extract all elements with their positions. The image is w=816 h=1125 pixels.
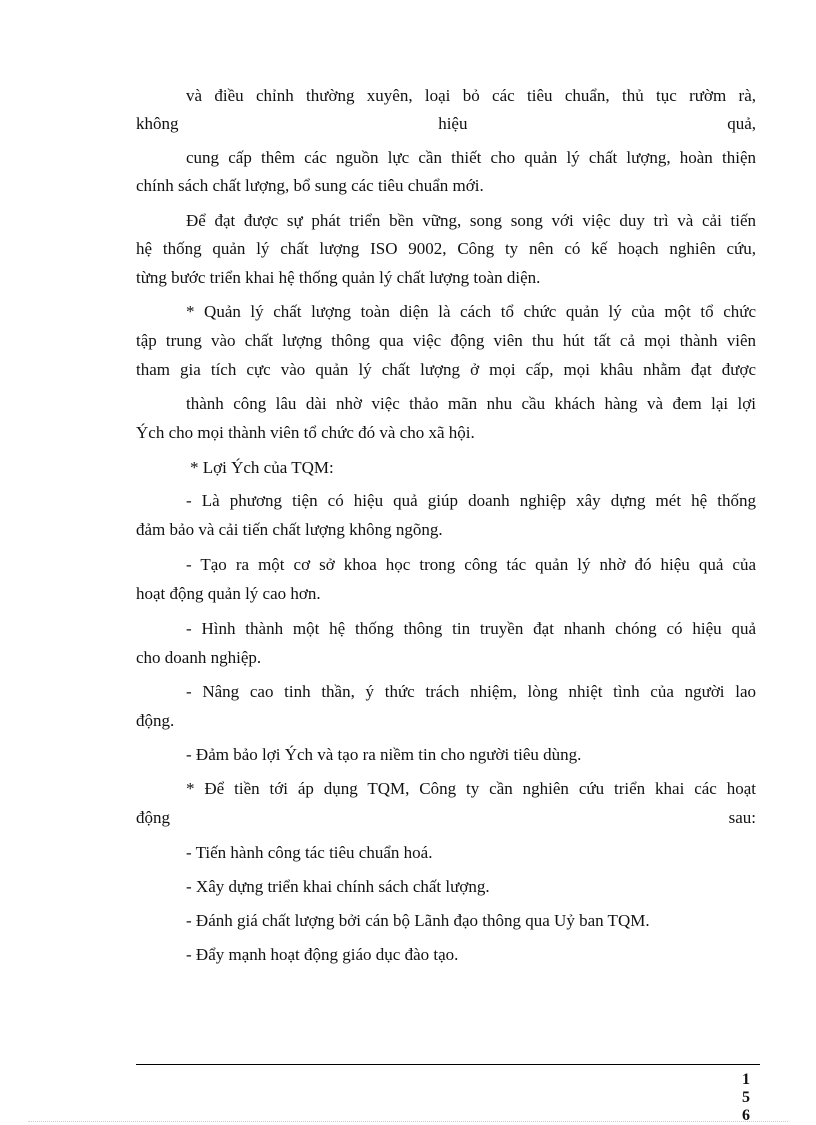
text-line: * Để tiền tới áp dụng TQM, Công ty cần nghiên cứu triển khai các hoạt	[186, 779, 756, 798]
text-line: Để đạt được sự phát triển bền vững, song song với việc duy trì và cải tiến	[186, 211, 756, 230]
text-line: - Hình thành một hệ thống thông tin truyền đạt nhanh chóng có hiệu quả	[186, 619, 756, 638]
text-line: và điều chỉnh thường xuyên, loại bỏ các tiêu chuẩn, thủ tục rườm rà,	[186, 86, 756, 105]
text-line: * Lợi Ých của TQM:	[190, 458, 334, 477]
text-line: - Đảm bảo lợi Ých và tạo ra niềm tin cho người tiêu dùng.	[186, 745, 582, 764]
text-line: - Nâng cao tinh thần, ý thức trách nhiệm, lòng nhiệt tình của người lao	[186, 682, 756, 701]
text-line: thành công lâu dài nhờ việc thảo mãn nhu cầu khách hàng và đem lại lợi	[186, 394, 756, 413]
text-line: - Là phương tiện có hiệu quả giúp doanh nghiệp xây dựng mét hệ thống	[186, 491, 756, 510]
text-line: hoạt động quản lý cao hơn.	[136, 584, 321, 603]
text-line: tham gia tích cực vào quản lý chất lượng ở mọi cấp, mọi khâu nhằm đạt được	[136, 360, 756, 379]
text-line: Ých cho mọi thành viên tổ chức đó và cho xã hội.	[136, 423, 475, 442]
text-line: chính sách chất lượng, bổ sung các tiêu chuẩn mới.	[136, 176, 484, 195]
text-line: cung cấp thêm các nguồn lực cần thiết cho quản lý chất lượng, hoàn thiện	[186, 148, 756, 167]
text-line: - Đánh giá chất lượng bởi cán bộ Lãnh đạo thông qua Uỷ ban TQM.	[186, 911, 650, 930]
text-line: * Quản lý chất lượng toàn diện là cách tổ chức quản lý của một tổ chức	[186, 302, 756, 321]
text-line: không hiệu quả,	[136, 114, 756, 133]
text-line: động.	[136, 711, 175, 730]
footer-rule	[136, 1064, 760, 1065]
text-line: - Đẩy mạnh hoạt động giáo dục đào tạo.	[186, 945, 459, 964]
page-bottom-dotted-border	[28, 1121, 788, 1122]
page-number: 156	[742, 1071, 750, 1124]
text-line: hệ thống quản lý chất lượng ISO 9002, Công ty nên có kế hoạch nghiên cứu,	[136, 239, 756, 258]
text-line: - Tạo ra một cơ sở khoa học trong công tác quản lý nhờ đó hiệu quả của	[186, 555, 756, 574]
text-line: động sau:	[136, 808, 756, 827]
text-line: đảm bảo và cải tiến chất lượng không ngõng.	[136, 520, 443, 539]
text-line: tập trung vào chất lượng thông qua việc động viên thu hút tất cả mọi thành viên	[136, 331, 756, 350]
text-line: từng bước triển khai hệ thống quản lý chất lượng toàn diện.	[136, 268, 541, 287]
text-line: - Xây dựng triển khai chính sách chất lượng.	[186, 877, 490, 896]
text-line: - Tiến hành công tác tiêu chuẩn hoá.	[186, 843, 433, 862]
text-line: cho doanh nghiệp.	[136, 648, 262, 667]
